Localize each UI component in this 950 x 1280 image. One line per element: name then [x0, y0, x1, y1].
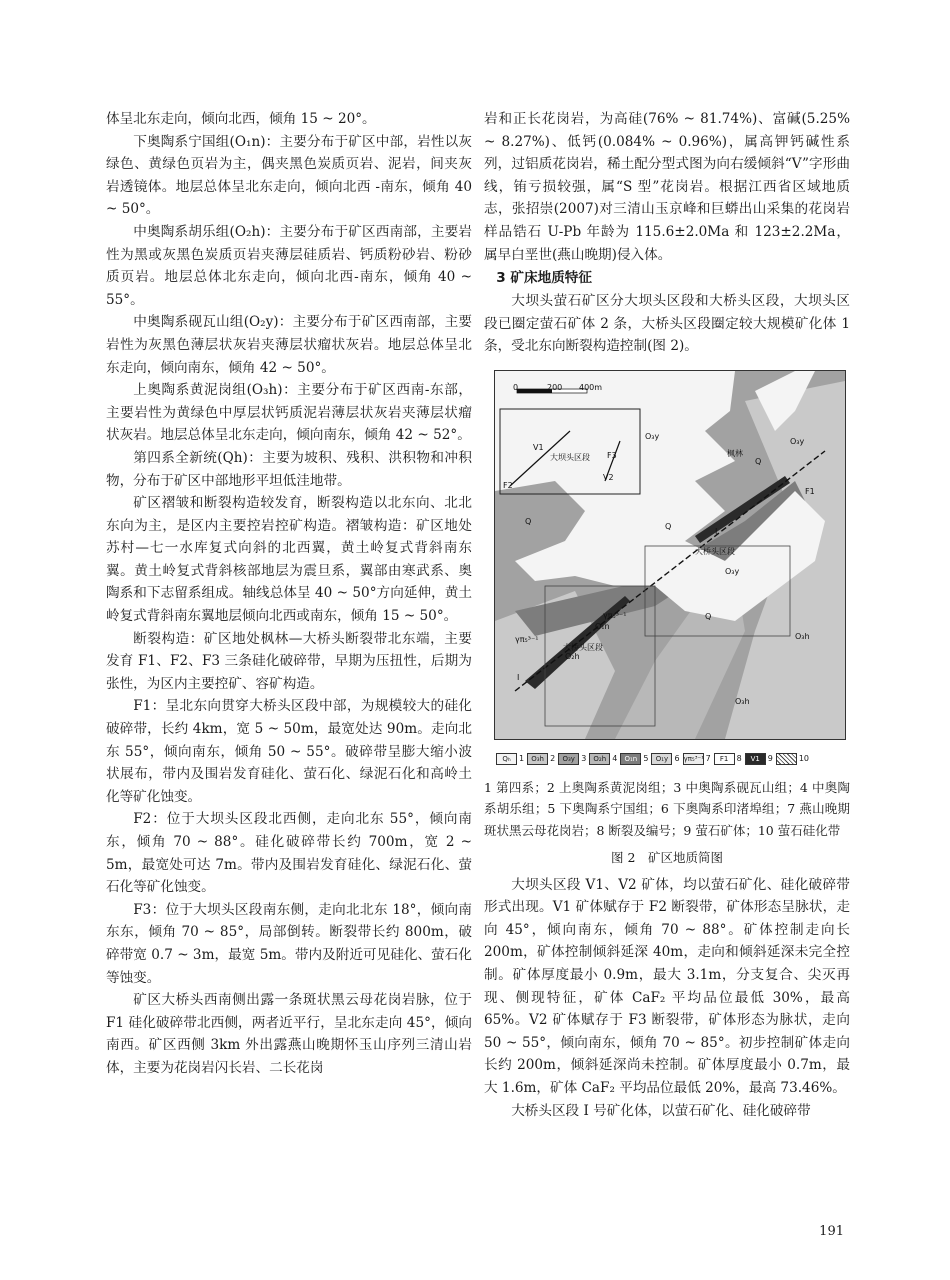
figure-title: 图 2 矿区地质简图 — [611, 850, 723, 866]
paragraph: F1：呈北东向贯穿大桥头区段中部，为规模较大的硅化破碎带，长约 4km，宽 5 ~ 50m，最宽处达 90m。走向北东 55°，倾向南东，倾角 50 ~ 55°。破碎带呈膨大缩小波状展布，带内及围岩发育硅化、萤石化、绿泥石化和高岭土化等矿化蚀变。 — [106, 698, 472, 805]
map-label: O₃h — [795, 631, 810, 641]
legend-item: O₃y 3 — [558, 748, 586, 771]
paragraph: 矿区大桥头西南侧出露一条斑状黑云母花岗岩脉，位于 F1 硅化破碎带北西侧，两者近平行，呈北东走向 45°，倾向南西。矿区西侧 3km 外出露燕山晚期怀玉山序列三清山岩体，主要为花岗岩闪长岩、二长花岗 — [106, 992, 472, 1076]
paragraph: 体呈北东走向，倾向北西，倾角 15 ~ 20°。 — [106, 111, 376, 127]
paragraph: 大坝头萤石矿区分大坝头区段和大桥头区段，大坝头区段已圈定萤石矿体 2 条，大桥头区段圈定较大规模矿化体 1 条，受北东向断裂构造控制(图 2)。 — [484, 293, 850, 355]
paragraph: 岩和正长花岗岩，为高硅(76% ~ 81.74%)、富碱(5.25% ~ 8.27%)、低钙(0.084% ~ 0.96%)，属高钾钙碱性系列，过铝质花岗岩，稀土配分型式图为向右缓倾斜“V”字形曲线，铕亏损较强，属“S 型”花岗岩。根据江西省区域地质志，张招崇(2007)对三清山玉京峰和巨蟒出山采集的花岗岩样品锆石 U-Pb 年龄为 115.6±2.0Ma 和 123±2.2Ma，属早白垩世(燕山晚期)侵入体。 — [484, 111, 850, 263]
figure-caption: 1 第四系；2 上奥陶系黄泥岗组；3 中奥陶系砚瓦山组；4 中奥陶系胡乐组；5 下奥陶系宁国组；6 下奥陶系印渚埠组；7 燕山晚期斑状黑云母花岗岩；8 断裂及编号；9 萤石矿体；10 萤石硅化带 — [484, 779, 850, 838]
paragraph: F2：位于大坝头区段北西侧，走向北东 55°，倾向南东，倾角 70 ~ 88°。硅化破碎带长约 700m，宽 2 ~ 5m，最宽处可达 7m。带内及围岩发育硅化、绿泥石化、萤石化等矿化蚀变。 — [106, 811, 472, 896]
paragraph: 中奥陶系砚瓦山组(O₂y)：主要分布于矿区西南部，主要岩性为灰黑色薄层状灰岩夹薄层状瘤状灰岩。地层总体呈北东走向，倾向南东，倾角 42 ~ 50°。 — [106, 314, 472, 376]
paragraph: 断裂构造：矿区地处枫林—大桥头断裂带北东端，主要发育 F1、F2、F3 三条硅化破碎带，早期为压扭性，后期为张性，为区内主要控矿、容矿构造。 — [106, 630, 472, 692]
map-label-granite: γπ₅³⁻¹ — [515, 634, 539, 644]
map-legend — [496, 748, 850, 771]
legend-item: O₂h 4 — [589, 748, 617, 771]
legend-item: γπ₅³⁻¹ 7 — [683, 753, 711, 764]
paragraph: 大桥头区段 I 号矿化体，以萤石矿化、硅化破碎带 — [511, 1102, 811, 1119]
orebody-label-v2: V2 — [603, 472, 614, 482]
paragraph: 上奥陶系黄泥岗组(O₃h)：主要分布于矿区西南-东部，主要岩性为黄绿色中厚层状钙质泥岩薄层状灰岩夹薄层状瘤状灰岩。地层总体呈北东走向，倾向南东，倾角 42 ~ 52°。 — [106, 382, 472, 444]
area-label-daqiaotou-west: 大桥头区段 — [563, 642, 603, 652]
left-column — [106, 108, 472, 1080]
scale-label-400m: 400m — [579, 382, 603, 392]
map-label: O₂h — [565, 651, 580, 661]
orebody-label-v1: V1 — [533, 442, 544, 452]
fault-label-f2: F2 — [503, 480, 513, 490]
legend-item: Qₕ 1 — [496, 748, 524, 771]
fault-label-f3: F3 — [607, 450, 617, 460]
map-label: Q — [755, 456, 762, 466]
paragraph: 大坝头区段 V1、V2 矿体，均以萤石矿化、硅化破碎带形式出现。V1 矿体赋存于 F2 断裂带，矿体形态呈脉状，走向 45°，倾向南东，倾角 70 ~ 88°。矿体控制走向长 200m，矿体控制倾斜延深 40m，走向和倾斜延深未完全控制。矿体厚度最小 0.9m，最大 3.1m，分支复合、尖灭再现、侧现特征，矿体 CaF₂ 平均品位最低 30%，最高 65%。V2 矿体赋存于 F3 断裂带，矿体形态为脉状，走向 50 ~ 55°，倾向南东，倾角 70 ~ 85°。初步控制矿体走向长约 200m，倾斜延深尚未控制。矿体厚度最小 0.7m，最大 1.6m，矿体 CaF₂ 平均品位最低 20%，最高 73.46%。 — [484, 876, 850, 1096]
paragraph: 下奥陶系宁国组(O₁n)：主要分布于矿区中部，岩性以灰绿色、黄绿色页岩为主，偶夹黑色炭质页岩、泥岩，间夹灰岩透镜体。地层总体呈北东走向，倾向北西 -南东，倾角 40 ~ 50°。 — [106, 133, 472, 218]
orebody-label-i: I — [517, 672, 520, 682]
map-label: Q — [705, 611, 712, 621]
scale-label-200: 200 — [547, 382, 563, 392]
area-label-dabatou: 大坝头区段 — [550, 452, 590, 462]
legend-item: 10 — [776, 748, 809, 771]
scale-label-0: 0 — [513, 382, 519, 392]
paragraph: 矿区褶皱和断裂构造较发育，断裂构造以北东向、北北东向为主，是区内主要控岩控矿构造。褶皱构造：矿区地处苏村—七一水库复式向斜的北西翼，黄土岭复式背斜南东翼。黄土岭复式背斜核部地层为震旦系，翼部由寒武系、奥陶系和下志留系组成。轴线总体呈 40 ~ 50°方向延伸，黄土岭复式背斜南东翼地层倾向北西或南东，倾角 15 ~ 50°。 — [106, 495, 472, 625]
area-label-daqiaotou: 大桥头区段 — [695, 546, 735, 556]
page-number: 191 — [819, 1224, 844, 1239]
map-label: O₃y — [645, 431, 660, 441]
legend-item: O₁n 5 — [620, 748, 648, 771]
map-label: O₃y — [790, 436, 805, 446]
section-heading: 3 矿床地质特征 — [496, 270, 592, 287]
map-label: Q — [665, 521, 672, 531]
map-label: Q — [525, 516, 532, 526]
legend-item: V1 9 — [745, 748, 773, 771]
map-label: O₃h — [735, 696, 750, 706]
legend-item: O₁y 6 — [651, 748, 679, 771]
right-column — [484, 108, 850, 1122]
map-label: O₁n — [595, 621, 610, 631]
orebody-label-i: I — [715, 526, 718, 536]
fault-label-f1: F1 — [805, 486, 815, 496]
map-label-granite: γπ₅³⁻¹ — [603, 610, 627, 620]
paragraph: 中奥陶系胡乐组(O₂h)：主要分布于矿区西南部，主要岩性为黑或灰黑色炭质页岩夹薄层硅质岩、钙质粉砂岩、粉砂质页岩。地层总体北东走向，倾向北西-南东，倾角 40 ~ 55°。 — [106, 223, 472, 308]
legend-item: O₃h 2 — [527, 748, 555, 771]
legend-item: F1 8 — [714, 748, 742, 771]
place-label-fenglin: 枫林 — [727, 448, 743, 458]
paragraph: F3：位于大坝头区段南东侧，走向北北东 18°，倾向南东东，倾角 70 ~ 85°，局部倒转。断裂带长约 800m，破碎带宽 0.7 ~ 3m，最宽 5m。带内及附近可见硅化、萤石化等蚀变。 — [106, 901, 472, 986]
paragraph: 第四系全新统(Qh)：主要为坡积、残积、洪积物和冲积物，分布于矿区中部地形平坦低洼地带。 — [106, 449, 472, 489]
map-label: O₃y — [725, 566, 740, 576]
geological-map — [494, 370, 846, 740]
map-svg — [495, 371, 845, 739]
